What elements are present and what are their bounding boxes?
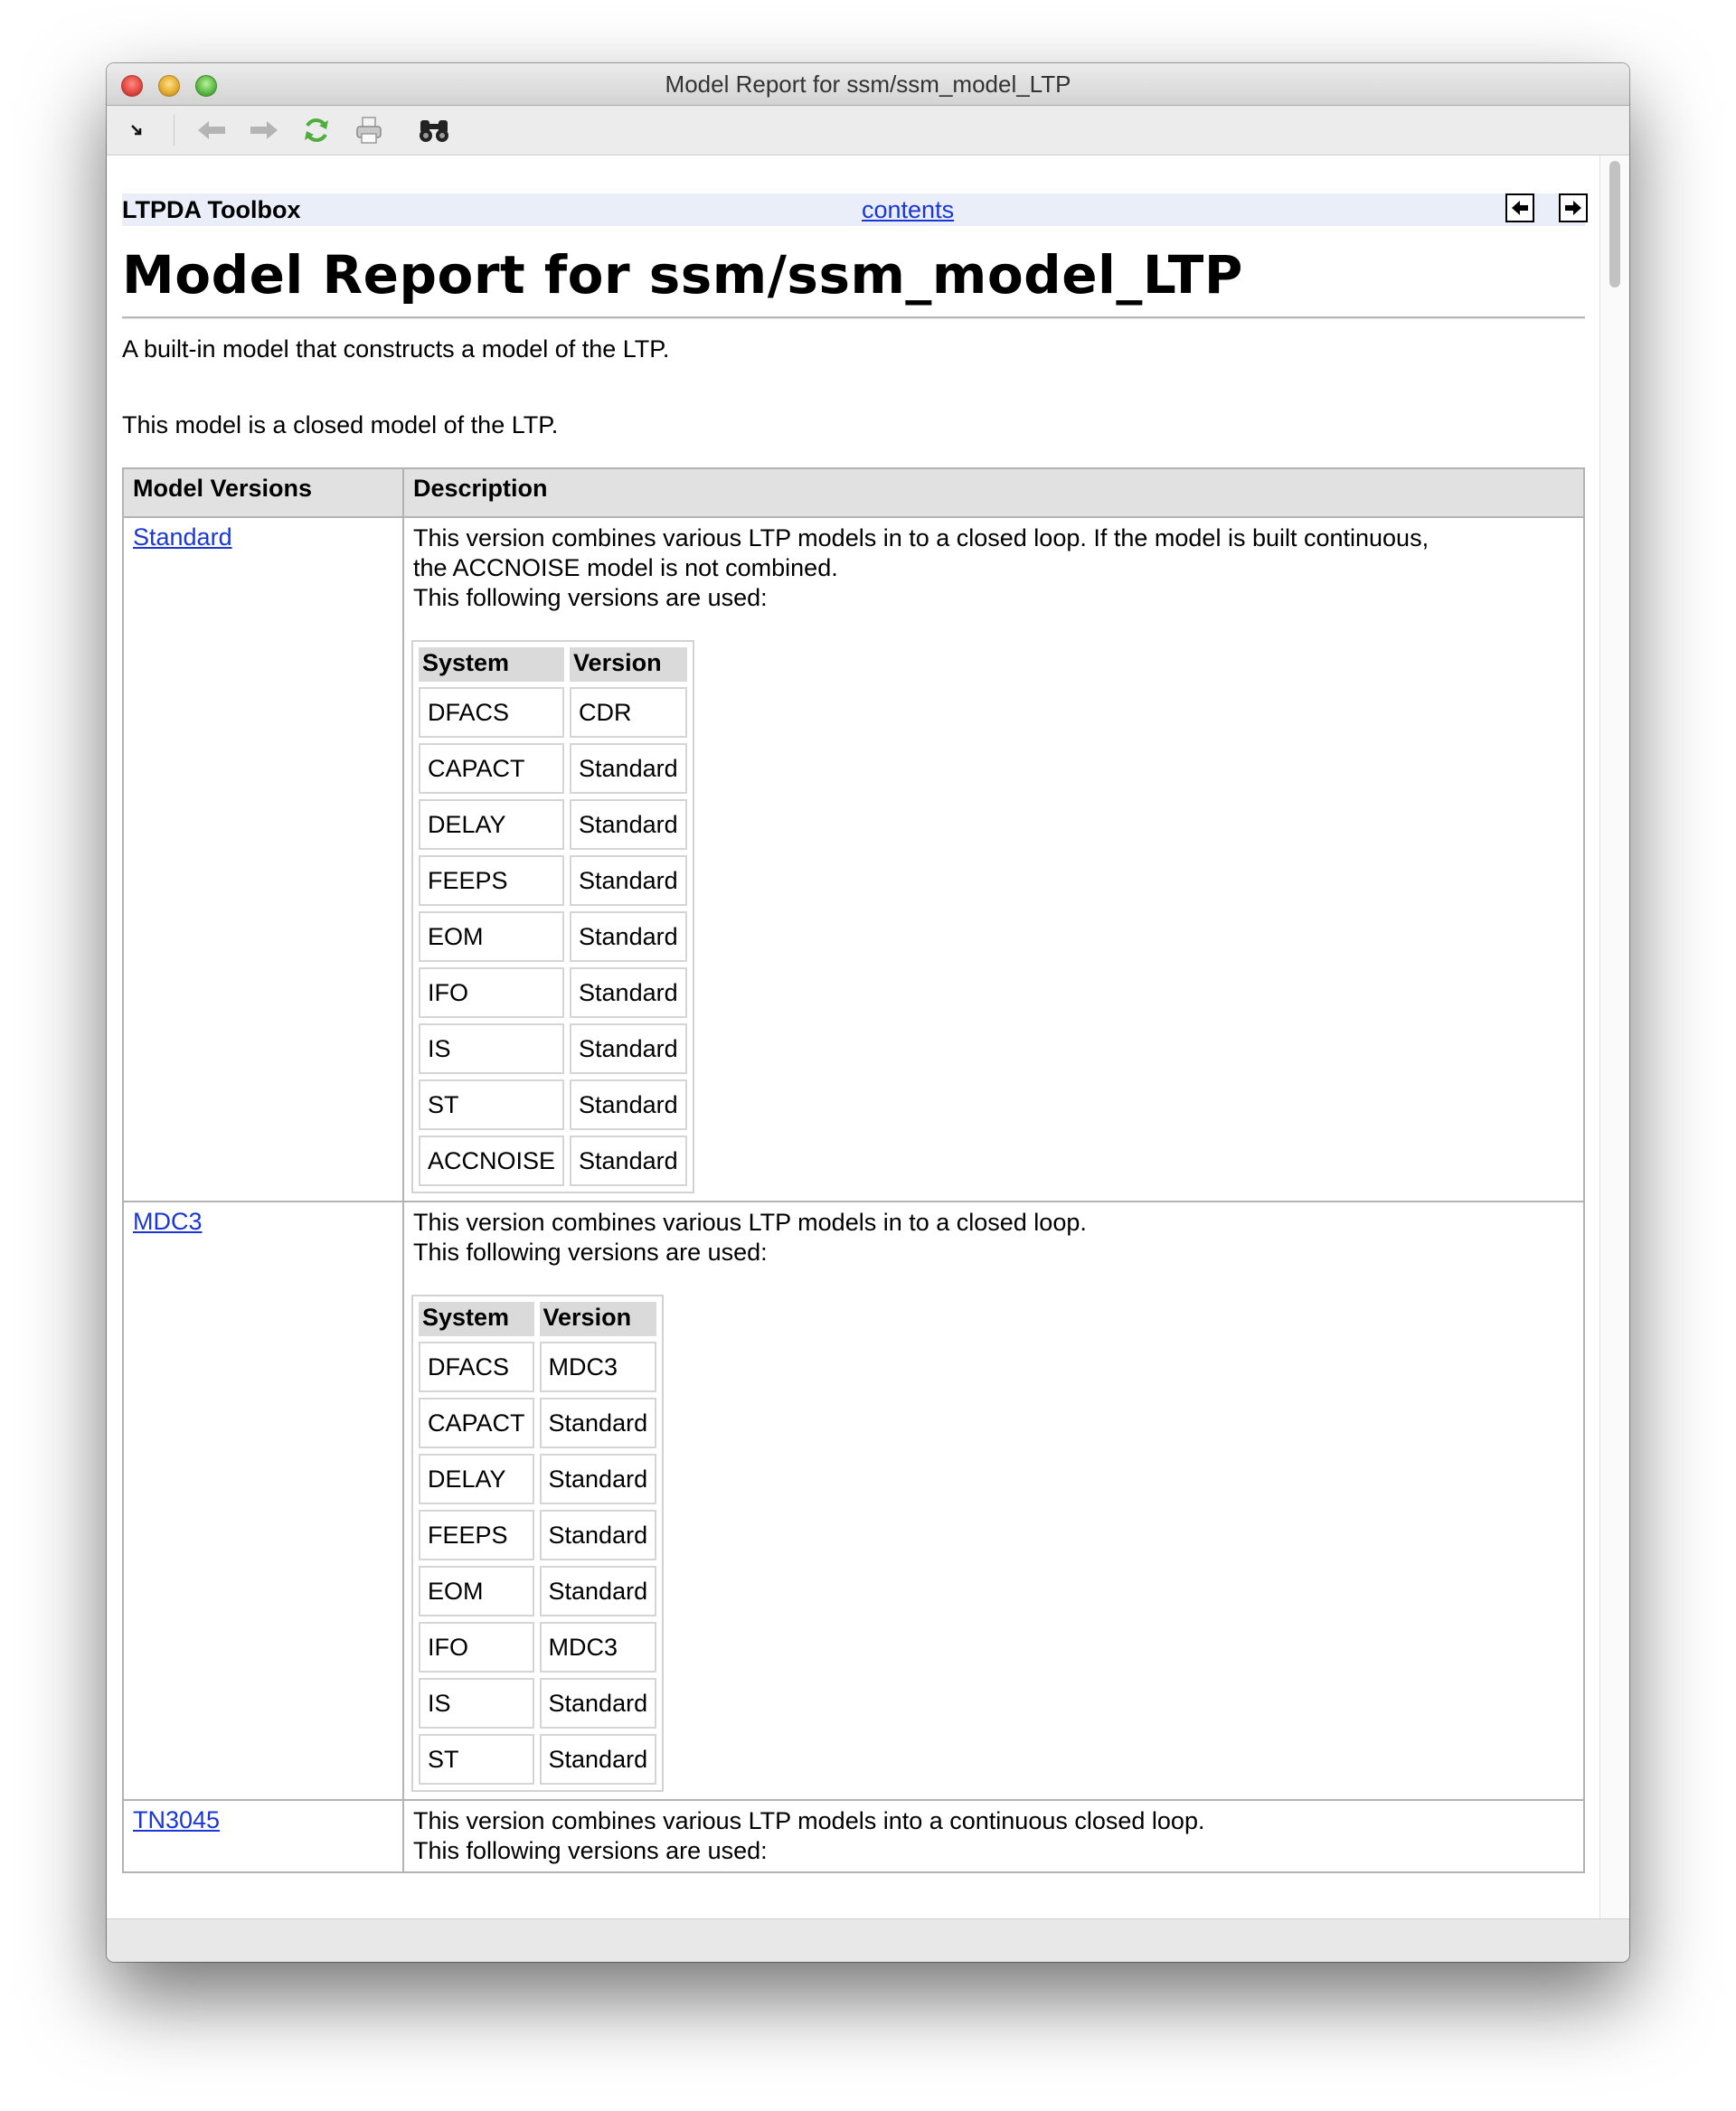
system-row: [419, 687, 687, 738]
toolbar: [107, 106, 1629, 155]
system-row: [419, 1734, 656, 1785]
version-row: [123, 1202, 1584, 1800]
undock-icon[interactable]: [119, 113, 156, 147]
system-column-header: System: [419, 1302, 534, 1336]
model-versions-table: [122, 467, 1585, 1873]
column-header-model-versions: Model Versions: [123, 468, 403, 517]
system-row: [419, 1510, 656, 1560]
status-bar: [107, 1918, 1629, 1962]
version-row: [123, 1800, 1584, 1872]
system-name-cell: ST: [419, 1734, 534, 1785]
system-name-cell: ACCNOISE: [419, 1136, 564, 1186]
help-browser-window: [107, 63, 1629, 1962]
system-row: [419, 1342, 656, 1392]
page-title: Model Report for ssm/ssm_model_LTP: [122, 244, 1243, 306]
description-line: the ACCNOISE model is not combined.: [413, 554, 838, 581]
title-bar[interactable]: [107, 63, 1629, 106]
system-name-cell: DELAY: [419, 799, 564, 850]
system-version-cell: Standard: [540, 1566, 657, 1616]
system-name-cell: ST: [419, 1079, 564, 1130]
system-version-cell: Standard: [540, 1398, 657, 1448]
system-version-cell: Standard: [570, 1023, 687, 1074]
version-description-cell: [403, 1202, 1584, 1800]
version-name-cell: [123, 1800, 403, 1872]
system-row: [419, 911, 687, 962]
system-version-cell: Standard: [570, 855, 687, 906]
description-line: This following versions are used:: [413, 1837, 768, 1864]
column-header-description: Description: [403, 468, 1584, 517]
system-row: [419, 1678, 656, 1729]
nav-bar: [122, 193, 1585, 226]
window-title: Model Report for ssm/ssm_model_LTP: [665, 71, 1071, 98]
system-version-cell: Standard: [570, 1136, 687, 1186]
system-version-cell: MDC3: [540, 1342, 657, 1392]
refresh-icon[interactable]: [298, 113, 335, 147]
system-name-cell: CAPACT: [419, 743, 564, 794]
version-column-header: Version: [540, 1302, 657, 1336]
next-page-icon[interactable]: [1559, 193, 1588, 222]
system-row: [419, 1023, 687, 1074]
description-line: This version combines various LTP models in to a closed loop. If the model is built continuous,: [413, 524, 1429, 551]
version-link[interactable]: TN3045: [133, 1806, 221, 1833]
system-name-cell: IFO: [419, 1622, 534, 1673]
version-description-cell: [403, 517, 1584, 1202]
intro-paragraph: A built-in model that constructs a model of the LTP.: [122, 335, 670, 363]
find-icon[interactable]: [416, 113, 452, 147]
system-column-header: System: [419, 647, 564, 682]
version-link[interactable]: MDC3: [133, 1208, 203, 1235]
print-icon[interactable]: [351, 113, 387, 147]
prev-page-icon[interactable]: [1505, 193, 1534, 222]
description-line: This following versions are used:: [413, 584, 768, 611]
system-row: [419, 967, 687, 1018]
system-name-cell: IS: [419, 1023, 564, 1074]
system-version-cell: MDC3: [540, 1622, 657, 1673]
system-name-cell: EOM: [419, 1566, 534, 1616]
systems-header-row: [419, 1302, 656, 1336]
versions-header-row: [123, 468, 1584, 517]
system-row: [419, 1398, 656, 1448]
system-version-cell: Standard: [570, 911, 687, 962]
system-version-cell: CDR: [570, 687, 687, 738]
systems-header-row: [419, 647, 687, 682]
version-description-cell: [403, 1800, 1584, 1872]
system-name-cell: CAPACT: [419, 1398, 534, 1448]
system-name-cell: FEEPS: [419, 1510, 534, 1560]
system-row: [419, 1079, 687, 1130]
system-name-cell: DFACS: [419, 687, 564, 738]
system-row: [419, 1454, 656, 1504]
back-icon[interactable]: [193, 113, 230, 147]
contents-link[interactable]: contents: [862, 196, 955, 223]
horizontal-rule: [122, 316, 1585, 319]
system-version-cell: Standard: [540, 1734, 657, 1785]
system-version-cell: Standard: [540, 1454, 657, 1504]
systems-table: [411, 1295, 664, 1792]
system-name-cell: DELAY: [419, 1454, 534, 1504]
toolbox-name: LTPDA Toolbox: [122, 196, 301, 223]
version-link[interactable]: Standard: [133, 523, 232, 551]
system-name-cell: IFO: [419, 967, 564, 1018]
page-content[interactable]: [107, 155, 1600, 1918]
version-row: [123, 517, 1584, 1202]
system-version-cell: Standard: [570, 799, 687, 850]
description-line: This following versions are used:: [413, 1239, 768, 1266]
system-row: [419, 1622, 656, 1673]
system-version-cell: Standard: [570, 1079, 687, 1130]
system-row: [419, 743, 687, 794]
system-name-cell: IS: [419, 1678, 534, 1729]
system-name-cell: FEEPS: [419, 855, 564, 906]
description-line: This version combines various LTP models in to a closed loop.: [413, 1209, 1087, 1236]
toolbar-separator: [174, 115, 175, 146]
version-name-cell: [123, 1202, 403, 1800]
vertical-scrollbar[interactable]: [1599, 155, 1629, 1918]
model-summary-paragraph: This model is a closed model of the LTP.: [122, 411, 559, 438]
system-name-cell: EOM: [419, 911, 564, 962]
system-row: [419, 855, 687, 906]
system-version-cell: Standard: [540, 1678, 657, 1729]
system-row: [419, 799, 687, 850]
system-version-cell: Standard: [540, 1510, 657, 1560]
systems-table: [411, 640, 694, 1193]
system-row: [419, 1136, 687, 1186]
version-name-cell: [123, 517, 403, 1202]
system-row: [419, 1566, 656, 1616]
description-line: This version combines various LTP models into a continuous closed loop.: [413, 1807, 1205, 1834]
version-column-header: Version: [570, 647, 687, 682]
system-version-cell: Standard: [570, 967, 687, 1018]
forward-icon[interactable]: [246, 113, 282, 147]
system-name-cell: DFACS: [419, 1342, 534, 1392]
scrollbar-thumb[interactable]: [1609, 161, 1620, 287]
system-version-cell: Standard: [570, 743, 687, 794]
